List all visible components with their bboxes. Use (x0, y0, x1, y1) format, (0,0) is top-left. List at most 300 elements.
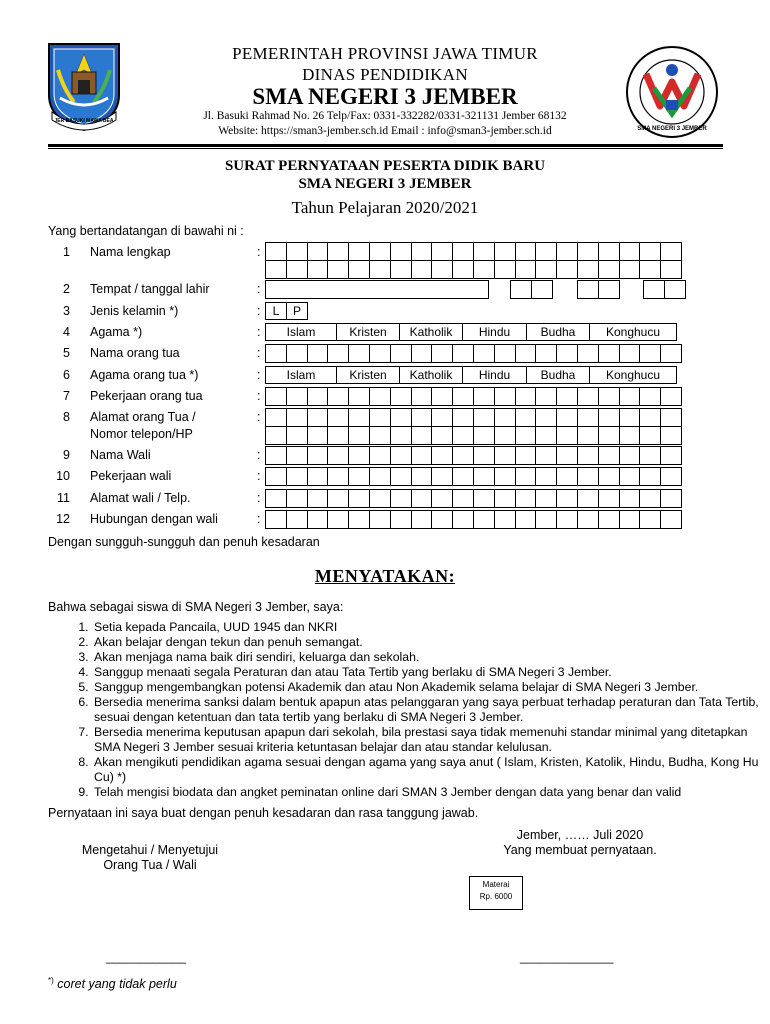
parent-religion-option[interactable]: Kristen (336, 366, 400, 384)
letter-cell[interactable] (265, 242, 287, 261)
letter-cell[interactable] (452, 489, 474, 508)
letter-cell[interactable] (431, 242, 453, 261)
letter-cell[interactable] (431, 489, 453, 508)
letter-cell[interactable] (369, 510, 391, 529)
field-number: 9 (63, 448, 70, 462)
letter-cell[interactable] (556, 344, 578, 363)
guardian-address-cells[interactable] (265, 489, 681, 508)
letter-cell[interactable] (452, 260, 474, 279)
letter-cell[interactable] (639, 344, 661, 363)
field-label-parent-address: Alamat orang Tua / (90, 410, 196, 424)
letter-cell[interactable] (660, 510, 682, 529)
religion-option[interactable]: Konghucu (589, 323, 677, 341)
letter-cell[interactable] (577, 426, 599, 445)
letter-cell[interactable] (327, 242, 349, 261)
religion-options (265, 323, 676, 341)
letter-cell[interactable] (348, 426, 370, 445)
letter-cell[interactable] (660, 467, 682, 486)
letter-cell[interactable] (494, 467, 516, 486)
field-colon: : (257, 346, 261, 360)
letter-cell[interactable] (307, 489, 329, 508)
letter-cell[interactable] (369, 260, 391, 279)
gender-option-male[interactable]: L (265, 302, 287, 320)
letter-cell[interactable] (598, 510, 620, 529)
letter-cell[interactable] (411, 467, 433, 486)
parent-address-cells-row-2[interactable] (265, 426, 681, 445)
letter-cell[interactable] (577, 242, 599, 261)
letter-cell[interactable] (348, 344, 370, 363)
gender-options (265, 302, 307, 320)
letter-cell[interactable] (265, 489, 287, 508)
letter-cell[interactable] (639, 467, 661, 486)
field-label-birth-place-date: Tempat / tanggal lahir (90, 282, 210, 296)
letter-cell[interactable] (660, 426, 682, 445)
letter-cell[interactable] (535, 344, 557, 363)
letter-cell[interactable] (556, 489, 578, 508)
letter-cell[interactable] (515, 260, 537, 279)
letter-cell[interactable] (515, 242, 537, 261)
field-number: 11 (57, 491, 70, 505)
letter-cell[interactable] (452, 242, 474, 261)
field-label-guardian-occupation: Pekerjaan wali (90, 469, 172, 483)
letter-cell[interactable] (556, 242, 578, 261)
letter-cell[interactable] (577, 280, 599, 299)
letter-cell[interactable] (515, 446, 537, 465)
field-label-full-name: Nama lengkap (90, 245, 171, 259)
letter-cell[interactable] (286, 467, 308, 486)
letter-cell[interactable] (348, 510, 370, 529)
document-title: SURAT PERNYATAAN PESERTA DIDIK BARU (224, 158, 546, 174)
letter-cell[interactable] (639, 510, 661, 529)
statement-item: 5. Sanggup mengembangkan potensi Akademik dan atau Non Akademik selama belajar di SMA Negeri 3 Jember. (92, 680, 770, 695)
religion-option[interactable]: Kristen (336, 323, 400, 341)
letter-cell[interactable] (494, 446, 516, 465)
letter-cell[interactable] (494, 242, 516, 261)
birth-year-cells[interactable] (643, 280, 685, 299)
letter-cell[interactable] (431, 387, 453, 406)
statement-item: 6. Bersedia menerima sanksi dalam bentuk apapun atas pelanggaran yang saya perbuat terhadap peraturan dan Tata Tertib, sesuai dengan ketentuan dan tata tertib yang berlaku di SMA Negeri 3 Jember. (92, 695, 770, 725)
letter-cell[interactable] (598, 489, 620, 508)
declaration-heading: MENYATAKAN: (314, 566, 456, 586)
letter-cell[interactable] (431, 426, 453, 445)
letter-cell[interactable] (327, 387, 349, 406)
footnote-mark: *) (48, 976, 54, 985)
letter-cell[interactable] (577, 260, 599, 279)
guardian-name-cells[interactable] (265, 446, 681, 465)
religion-option[interactable]: Katholik (399, 323, 463, 341)
letter-cell[interactable] (473, 467, 495, 486)
letter-cell[interactable] (286, 489, 308, 508)
letter-cell[interactable] (286, 344, 308, 363)
letter-cell[interactable] (265, 510, 287, 529)
student-signature-line: ______________ (520, 950, 614, 964)
letter-cell[interactable] (598, 242, 620, 261)
letter-cell[interactable] (577, 344, 599, 363)
letter-cell[interactable] (327, 408, 349, 427)
field-colon: : (257, 410, 261, 424)
header-school-name: SMA NEGERI 3 JEMBER (252, 84, 518, 109)
parent-religion-option[interactable]: Budha (526, 366, 590, 384)
letter-cell[interactable] (664, 280, 686, 299)
letter-cell[interactable] (369, 344, 391, 363)
field-number: 3 (63, 304, 70, 318)
letter-cell[interactable] (639, 489, 661, 508)
statement-item: 4. Sanggup menaati segala Peraturan dan atau Tata Tertib yang berlaku di SMA Negeri 3 Jember. (92, 665, 770, 680)
letter-cell[interactable] (535, 387, 557, 406)
letter-cell[interactable] (452, 408, 474, 427)
letter-cell[interactable] (452, 387, 474, 406)
letter-cell[interactable] (431, 510, 453, 529)
letter-cell[interactable] (660, 260, 682, 279)
letter-cell[interactable] (452, 426, 474, 445)
letter-cell[interactable] (411, 489, 433, 508)
letter-cell[interactable] (494, 426, 516, 445)
letter-cell[interactable] (431, 467, 453, 486)
header-divider-thin (48, 148, 723, 149)
letter-cell[interactable] (411, 426, 433, 445)
letter-cell[interactable] (619, 446, 641, 465)
letter-cell[interactable] (348, 242, 370, 261)
letter-cell[interactable] (307, 467, 329, 486)
letter-cell[interactable] (598, 280, 620, 299)
letter-cell[interactable] (515, 426, 537, 445)
letter-cell[interactable] (265, 408, 287, 427)
field-label-parent-phone: Nomor telepon/HP (90, 427, 193, 441)
letter-cell[interactable] (411, 408, 433, 427)
parent-religion-option[interactable]: Katholik (399, 366, 463, 384)
letter-cell[interactable] (515, 387, 537, 406)
religion-option[interactable]: Hindu (462, 323, 527, 341)
letter-cell[interactable] (390, 510, 412, 529)
parent-occupation-cells[interactable] (265, 387, 681, 406)
statement-item: 7. Bersedia menerima keputusan apapun dari sekolah, bila prestasi saya tidak memenuhi standar minimal yang ditetapkan SMA Negeri 3 Jember sesuai kriteria ketuntasan belajar dan atau standar kelulusan. (92, 725, 770, 755)
letter-cell[interactable] (327, 510, 349, 529)
letter-cell[interactable] (577, 510, 599, 529)
letter-cell[interactable] (473, 408, 495, 427)
field-number: 8 (63, 410, 70, 424)
letter-cell[interactable] (348, 260, 370, 279)
letter-cell[interactable] (307, 387, 329, 406)
letter-cell[interactable] (577, 446, 599, 465)
letter-cell[interactable] (535, 242, 557, 261)
letter-cell[interactable] (265, 446, 287, 465)
letter-cell[interactable] (327, 344, 349, 363)
statement-item: 8. Akan mengikuti pendidikan agama sesuai dengan agama yang saya anut ( Islam, Kristen, Katolik, Hindu, Budha, Kong Hu Cu) *) (92, 755, 770, 785)
field-label-religion: Agama *) (90, 325, 143, 339)
letter-cell[interactable] (598, 344, 620, 363)
letter-cell[interactable] (510, 280, 532, 299)
letter-cell[interactable] (369, 242, 391, 261)
letter-cell[interactable] (307, 344, 329, 363)
stamp-duty-amount: Rp. 6000 (479, 892, 513, 901)
letter-cell[interactable] (286, 260, 308, 279)
letter-cell[interactable] (598, 467, 620, 486)
letter-cell[interactable] (515, 467, 537, 486)
letter-cell[interactable] (515, 510, 537, 529)
stamp-duty-label: Materai (482, 880, 510, 889)
field-label-parent-occupation: Pekerjaan orang tua (90, 389, 203, 403)
letter-cell[interactable] (286, 387, 308, 406)
field-label-parent-religion: Agama orang tua *) (90, 368, 199, 382)
letter-cell[interactable] (619, 242, 641, 261)
header-address: Jl. Basuki Rahmad No. 26 Telp/Fax: 0331-332282/0331-321131 Jember 68132 (203, 110, 567, 122)
letter-cell[interactable] (390, 467, 412, 486)
letter-cell[interactable] (452, 467, 474, 486)
letter-cell[interactable] (515, 408, 537, 427)
letter-cell[interactable] (639, 446, 661, 465)
letter-cell[interactable] (660, 446, 682, 465)
letter-cell[interactable] (265, 467, 287, 486)
letter-cell[interactable] (494, 260, 516, 279)
letter-cell[interactable] (286, 510, 308, 529)
header-department: DINAS PENDIDIKAN (302, 65, 468, 84)
letter-cell[interactable] (286, 242, 308, 261)
religion-option[interactable]: Islam (265, 323, 337, 341)
letter-cell[interactable] (531, 280, 553, 299)
letter-cell[interactable] (556, 408, 578, 427)
letter-cell[interactable] (369, 446, 391, 465)
letter-cell[interactable] (619, 426, 641, 445)
letter-cell[interactable] (286, 408, 308, 427)
statement-intro: Bahwa sebagai siswa di SMA Negeri 3 Jember, saya: (48, 600, 344, 614)
parent-religion-options (265, 366, 676, 384)
letter-cell[interactable] (431, 446, 453, 465)
letter-cell[interactable] (327, 467, 349, 486)
sign-date: Jember, …… Juli 2020 (516, 828, 644, 842)
letter-cell[interactable] (494, 489, 516, 508)
letter-cell[interactable] (431, 344, 453, 363)
letter-cell[interactable] (577, 387, 599, 406)
letter-cell[interactable] (390, 408, 412, 427)
birth-place-input[interactable] (265, 280, 489, 299)
letter-cell[interactable] (619, 467, 641, 486)
full-name-cells-row-2[interactable] (265, 260, 681, 279)
letter-cell[interactable] (619, 260, 641, 279)
letter-cell[interactable] (307, 260, 329, 279)
emblem-motto: JER BASUKI MAWA BEA (54, 118, 114, 124)
parent-address-cells-row-1[interactable] (265, 408, 681, 427)
parent-name-cells[interactable] (265, 344, 681, 363)
field-colon: : (257, 469, 261, 483)
school-logo-text: SMA NEGERI 3 JEMBER (637, 126, 707, 132)
letter-cell[interactable] (265, 344, 287, 363)
letter-cell[interactable] (598, 446, 620, 465)
letter-cell[interactable] (390, 446, 412, 465)
letter-cell[interactable] (473, 510, 495, 529)
statement-list (48, 620, 770, 800)
letter-cell[interactable] (265, 260, 287, 279)
letter-cell[interactable] (473, 242, 495, 261)
letter-cell[interactable] (348, 446, 370, 465)
birth-day-cells[interactable] (510, 280, 552, 299)
letter-cell[interactable] (327, 260, 349, 279)
letter-cell[interactable] (619, 387, 641, 406)
letter-cell[interactable] (473, 446, 495, 465)
letter-cell[interactable] (535, 426, 557, 445)
letter-cell[interactable] (535, 510, 557, 529)
parent-religion-option[interactable]: Hindu (462, 366, 527, 384)
letter-cell[interactable] (369, 489, 391, 508)
field-number: 2 (63, 282, 70, 296)
letter-cell[interactable] (660, 344, 682, 363)
letter-cell[interactable] (307, 426, 329, 445)
letter-cell[interactable] (390, 426, 412, 445)
letter-cell[interactable] (411, 446, 433, 465)
field-number: 4 (63, 325, 70, 339)
letter-cell[interactable] (286, 426, 308, 445)
letter-cell[interactable] (639, 387, 661, 406)
letter-cell[interactable] (556, 426, 578, 445)
letter-cell[interactable] (369, 467, 391, 486)
guardian-occupation-cells[interactable] (265, 467, 681, 486)
letter-cell[interactable] (643, 280, 665, 299)
field-number: 6 (63, 368, 70, 382)
letter-cell[interactable] (390, 387, 412, 406)
letter-cell[interactable] (535, 408, 557, 427)
letter-cell[interactable] (390, 344, 412, 363)
letter-cell[interactable] (619, 408, 641, 427)
statement-item: 3. Akan menjaga nama baik diri sendiri, keluarga dan sekolah. (92, 650, 770, 665)
letter-cell[interactable] (411, 260, 433, 279)
letter-cell[interactable] (473, 260, 495, 279)
letter-cell[interactable] (348, 467, 370, 486)
statement-item: 9. Telah mengisi biodata dan angket peminatan online dari SMAN 3 Jember dengan data yang benar dan valid (92, 785, 770, 800)
header-divider-thick (48, 144, 723, 147)
letter-cell[interactable] (535, 467, 557, 486)
sign-left-line1: Mengetahui / Menyetujui (81, 843, 219, 857)
letter-cell[interactable] (452, 510, 474, 529)
letter-cell[interactable] (348, 408, 370, 427)
letter-cell[interactable] (556, 387, 578, 406)
letter-cell[interactable] (390, 242, 412, 261)
parent-religion-option[interactable]: Islam (265, 366, 337, 384)
field-colon: : (257, 368, 261, 382)
letter-cell[interactable] (660, 242, 682, 261)
letter-cell[interactable] (556, 446, 578, 465)
field-number: 12 (56, 512, 70, 526)
birth-month-cells[interactable] (577, 280, 619, 299)
field-label-guardian-relationship: Hubungan dengan wali (90, 512, 218, 526)
letter-cell[interactable] (327, 426, 349, 445)
sign-right-line2: Yang membuat pernyataan. (503, 843, 657, 857)
field-colon: : (257, 491, 261, 505)
letter-cell[interactable] (369, 426, 391, 445)
letter-cell[interactable] (639, 426, 661, 445)
letter-cell[interactable] (307, 446, 329, 465)
footnote (48, 976, 177, 991)
field-label-guardian-name: Nama Wali (90, 448, 151, 462)
letter-cell[interactable] (473, 387, 495, 406)
letter-cell[interactable] (307, 408, 329, 427)
letter-cell[interactable] (473, 489, 495, 508)
letter-cell[interactable] (639, 242, 661, 261)
guardian-relationship-cells[interactable] (265, 510, 681, 529)
letter-cell[interactable] (556, 260, 578, 279)
letter-cell[interactable] (307, 510, 329, 529)
letter-cell[interactable] (619, 489, 641, 508)
letter-cell[interactable] (598, 408, 620, 427)
closing-statement: Pernyataan ini saya buat dengan penuh kesadaran dan rasa tanggung jawab. (48, 806, 479, 820)
letter-cell[interactable] (598, 426, 620, 445)
letter-cell[interactable] (660, 489, 682, 508)
field-colon: : (257, 282, 261, 296)
letter-cell[interactable] (598, 387, 620, 406)
letter-cell[interactable] (660, 387, 682, 406)
letter-cell[interactable] (535, 260, 557, 279)
letter-cell[interactable] (556, 510, 578, 529)
letter-cell[interactable] (494, 408, 516, 427)
letter-cell[interactable] (452, 446, 474, 465)
letter-cell[interactable] (535, 489, 557, 508)
footnote-text: coret yang tidak perlu (53, 977, 177, 992)
letter-cell[interactable] (535, 446, 557, 465)
field-number: 7 (63, 389, 70, 403)
full-name-cells-row-1[interactable] (265, 242, 681, 261)
letter-cell[interactable] (327, 489, 349, 508)
letter-cell[interactable] (515, 489, 537, 508)
academic-year: Tahun Pelajaran 2020/2021 (291, 198, 479, 217)
letter-cell[interactable] (639, 408, 661, 427)
letter-cell[interactable] (411, 510, 433, 529)
letter-cell[interactable] (598, 260, 620, 279)
letter-cell[interactable] (452, 344, 474, 363)
letter-cell[interactable] (327, 446, 349, 465)
letter-cell[interactable] (494, 387, 516, 406)
letter-cell[interactable] (619, 344, 641, 363)
letter-cell[interactable] (307, 242, 329, 261)
parent-signature-line: ____________ (106, 950, 187, 964)
letter-cell[interactable] (556, 467, 578, 486)
letter-cell[interactable] (369, 408, 391, 427)
letter-cell[interactable] (348, 489, 370, 508)
letter-cell[interactable] (473, 426, 495, 445)
letter-cell[interactable] (577, 467, 599, 486)
letter-cell[interactable] (369, 387, 391, 406)
letter-cell[interactable] (660, 408, 682, 427)
letter-cell[interactable] (431, 260, 453, 279)
field-label-gender: Jenis kelamin *) (90, 304, 179, 318)
letter-cell[interactable] (619, 510, 641, 529)
letter-cell[interactable] (348, 387, 370, 406)
letter-cell[interactable] (515, 344, 537, 363)
letter-cell[interactable] (431, 408, 453, 427)
letter-cell[interactable] (265, 387, 287, 406)
field-label-parent-name: Nama orang tua (90, 346, 180, 360)
letter-cell[interactable] (390, 489, 412, 508)
letter-cell[interactable] (411, 344, 433, 363)
letter-cell[interactable] (473, 344, 495, 363)
letter-cell[interactable] (265, 426, 287, 445)
letter-cell[interactable] (390, 260, 412, 279)
field-colon: : (257, 325, 261, 339)
header-government: PEMERINTAH PROVINSI JAWA TIMUR (232, 44, 538, 63)
gender-option-female[interactable]: P (286, 302, 308, 320)
letter-cell[interactable] (411, 242, 433, 261)
letter-cell[interactable] (577, 489, 599, 508)
parent-religion-option[interactable]: Konghucu (589, 366, 677, 384)
letter-cell[interactable] (411, 387, 433, 406)
field-number: 10 (56, 469, 70, 483)
document-subtitle: SMA NEGERI 3 JEMBER (298, 176, 472, 192)
letter-cell[interactable] (494, 510, 516, 529)
intro-text: Yang bertandatangan di bawahi ni : (48, 224, 244, 238)
letter-cell[interactable] (639, 260, 661, 279)
letter-cell[interactable] (286, 446, 308, 465)
field-number: 5 (63, 346, 70, 360)
religion-option[interactable]: Budha (526, 323, 590, 341)
letter-cell[interactable] (494, 344, 516, 363)
letter-cell[interactable] (577, 408, 599, 427)
